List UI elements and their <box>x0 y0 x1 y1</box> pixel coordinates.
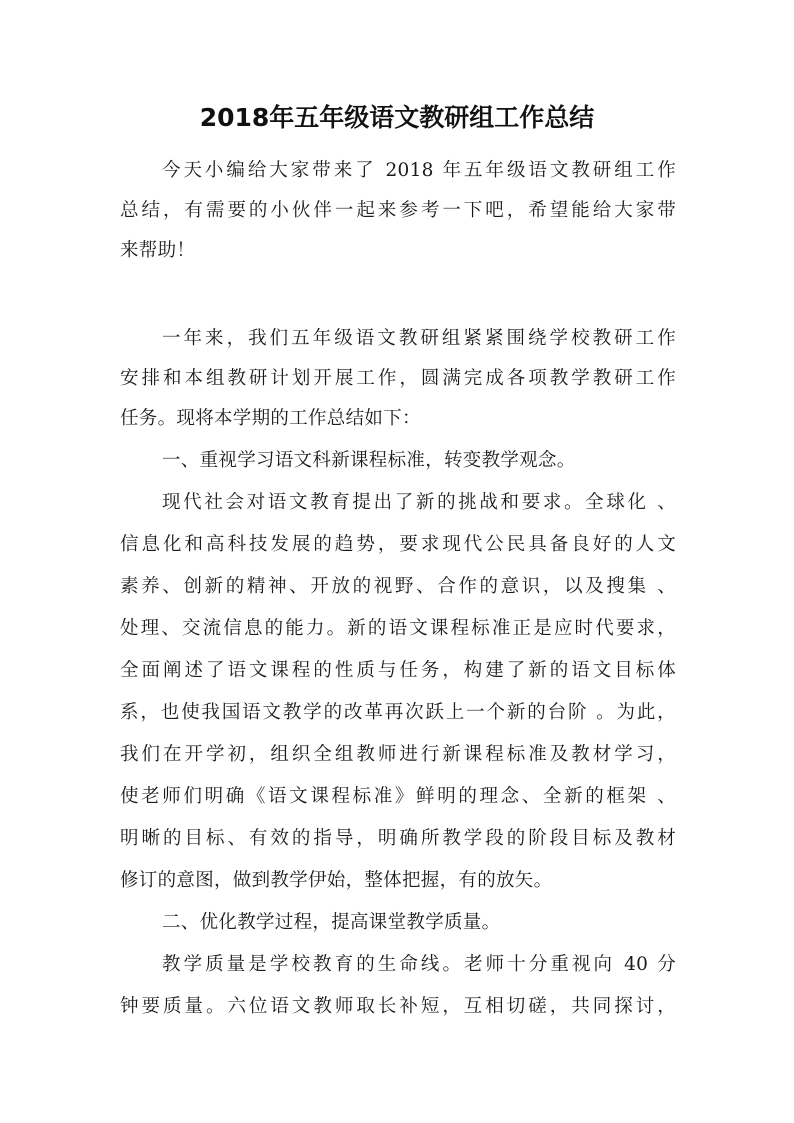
paragraph-line: 全面阐述了语文课程的性质与任务，构建了新的语文目标体 <box>120 660 676 681</box>
paragraph-line: 来帮助！ <box>120 240 196 261</box>
paragraph-line: 系，也使我国语文教学的改革再次跃上一个新的台阶 。为此， <box>120 702 676 723</box>
paragraph-line: 素养、创新的精神、开放的视野、合作的意识，以及搜集 、 <box>120 576 676 597</box>
paragraph-line: 钟要质量。六位语文教师取长补短，互相切磋，共同探讨， <box>120 996 676 1017</box>
paragraph-line: 任务。现将本学期的工作总结如下： <box>120 408 421 429</box>
paragraph-line: 明晰的目标、有效的指导，明确所教学段的阶段目标及教材 <box>120 828 676 849</box>
paragraph-line: 我们在开学初，组织全组教师进行新课程标准及教材学习， <box>120 744 676 765</box>
paragraph-line: 处理、交流信息的能力。新的语文课程标准正是应时代要求， <box>120 618 676 639</box>
paragraph-line: 今天小编给大家带来了 2018 年五年级语文教研组工作 <box>162 160 676 181</box>
paragraph-line: 安排和本组教研计划开展工作，圆满完成各项教学教研工作 <box>120 368 676 389</box>
paragraph-line: 修订的意图，做到教学伊始，整体把握，有的放矢。 <box>120 870 553 891</box>
paragraph-line: 信息化和高科技发展的趋势，要求现代公民具备良好的人文 <box>120 534 676 555</box>
paragraph-line: 总结，有需要的小伙伴一起来参考一下吧，希望能给大家带 <box>120 200 676 221</box>
paragraph-line: 使老师们明确《语文课程标准》鲜明的理念、全新的框架 、 <box>120 786 676 807</box>
paragraph-line: 现代社会对语文教育提出了新的挑战和要求。全球化 、 <box>162 492 676 513</box>
section-heading: 一、重视学习语文科新课程标准，转变教学观念。 <box>162 450 576 471</box>
paragraph-line: 一年来，我们五年级语文教研组紧紧围绕学校教研工作 <box>162 328 676 349</box>
paragraph-line: 教学质量是学校教育的生命线。老师十分重视向 40 分 <box>162 954 676 975</box>
section-heading: 二、优化教学过程，提高课堂教学质量。 <box>162 912 501 933</box>
document-title: 2018年五年级语文教研组工作总结 <box>199 103 595 132</box>
